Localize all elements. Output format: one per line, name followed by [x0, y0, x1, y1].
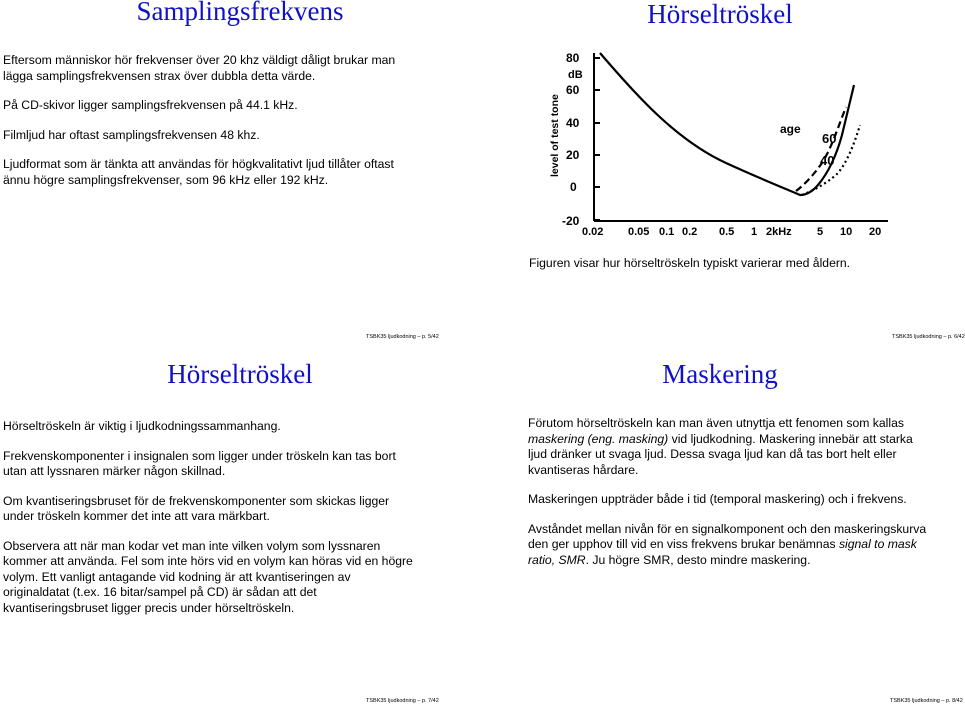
- slide-body: [3, 419, 415, 630]
- y-tick-label: 80: [566, 51, 580, 65]
- paragraph: På CD-skivor ligger samplingsfrekvensen på 44.1 kHz.: [3, 98, 298, 112]
- x-tick-label: 5: [817, 226, 824, 238]
- x-tick-label: 20: [869, 226, 882, 238]
- text-run: Avståndet mellan nivån för en signalkomponent och den maskeringskurva den ger upphov till vid en viss frekvens brukar benämnas: [528, 521, 927, 551]
- x-tick-label: 2kHz: [766, 226, 792, 238]
- paragraph: Filmljud har oftast samplingsfrekvensen 48 khz.: [3, 127, 260, 142]
- slide-maskering: [480, 353, 963, 706]
- x-tick-label: 0.05: [628, 226, 650, 238]
- text-run: vid ljudkodning. Maskering innebär att starka ljud dränker ut svaga ljud. Dessa svaga ljud kan då tas bort helt eller kvantiseras hårdare.: [528, 431, 913, 477]
- slide-footer: TSBK35 ljudkodning – p. 5/42: [366, 334, 439, 340]
- y-axis-title: level of test tone: [549, 94, 561, 177]
- y-tick-label: 60: [566, 83, 580, 97]
- paragraph: [528, 416, 928, 478]
- y-tick-label: 40: [566, 116, 580, 130]
- slide-footer: TSBK35 ljudkodning – p. 8/42: [890, 698, 963, 704]
- paragraph: [528, 522, 928, 569]
- x-tick-label: 10: [840, 226, 853, 238]
- x-tick-label: 0.1: [659, 226, 675, 238]
- paragraph: Ljudformat som är tänkta att användas för högkvalitativt ljud tillåter oftast ännu högre samplingsfrekvenser, som 96 kHz eller 192 kHz.: [3, 157, 394, 187]
- slide-footer: TSBK35 ljudkodning – p. 7/42: [366, 698, 439, 704]
- slide-title: Hörseltröskel: [647, 0, 793, 29]
- x-tick-label: 0.5: [719, 226, 735, 238]
- age-60-label: 60: [822, 131, 837, 146]
- hearing-threshold-graph: [549, 45, 896, 245]
- y-tick-label: -20: [562, 214, 580, 228]
- x-tick-label: 0.02: [582, 226, 604, 238]
- x-tick-label: 0.2: [682, 226, 698, 238]
- slide-title: Maskering: [662, 359, 778, 389]
- slide-horseltroskel-text: [0, 353, 480, 706]
- paragraph: Observera att när man kodar vet man inte vilken volym som lyssnaren kommer att använda. Fel som inte hörs vid en volym kan höras vid en högre volym. Ett vanligt antagande vid kodning är att kvantiseringen av originaldatat (t.ex. 16 bitar/sampel på CD) är sådan att det kvantiseringsbruset ligger precis under hörseltröskeln.: [3, 538, 413, 615]
- slide-body: [3, 53, 423, 202]
- y-tick-label: 0: [570, 180, 577, 194]
- slide-body: [528, 416, 928, 582]
- slide-title: Hörseltröskel: [167, 359, 313, 389]
- paragraph: Maskeringen uppträder både i tid (temporal maskering) och i frekvens.: [528, 492, 907, 506]
- slide-footer: TSBK35 ljudkodning – p. 6/42: [892, 334, 965, 340]
- x-tick-label: 1: [751, 226, 758, 238]
- y-tick-label: 20: [566, 148, 580, 162]
- paragraph: Hörseltröskeln är viktig i ljudkodningssammanhang.: [3, 419, 281, 433]
- paragraph: Frekvenskomponenter i insignalen som ligger under tröskeln kan tas bort utan att lyssnaren märker någon skillnad.: [3, 448, 396, 478]
- slide-title: Samplingsfrekvens: [136, 0, 344, 26]
- slide-samplingsfrekvens: [0, 0, 480, 353]
- slide-horseltroskel-graph: [480, 0, 965, 353]
- paragraph: Om kvantiseringsbruset för de frekvenskomponenter som skickas ligger under tröskeln kommer det inte att vara märkbart.: [3, 493, 390, 523]
- age-label: age: [780, 122, 801, 136]
- text-run: . Ju högre SMR, desto mindre maskering.: [585, 552, 811, 567]
- figure-caption: Figuren visar hur hörseltröskeln typiskt varierar med åldern.: [529, 256, 851, 270]
- text-run: Förutom hörseltröskeln kan man även utnyttja ett fenomen som kallas: [528, 416, 904, 430]
- threshold-curve-young: [600, 53, 854, 195]
- emphasis-term: signal to mask ratio, SMR: [528, 537, 917, 567]
- emphasis-term: maskering (eng. masking): [528, 431, 669, 446]
- age-40-label: 40: [820, 153, 835, 168]
- y-unit-label: dB: [568, 69, 583, 81]
- paragraph: Eftersom människor hör frekvenser över 20 khz väldigt dåligt brukar man lägga samplingsfrekvensen strax över dubbla detta värde.: [3, 53, 396, 83]
